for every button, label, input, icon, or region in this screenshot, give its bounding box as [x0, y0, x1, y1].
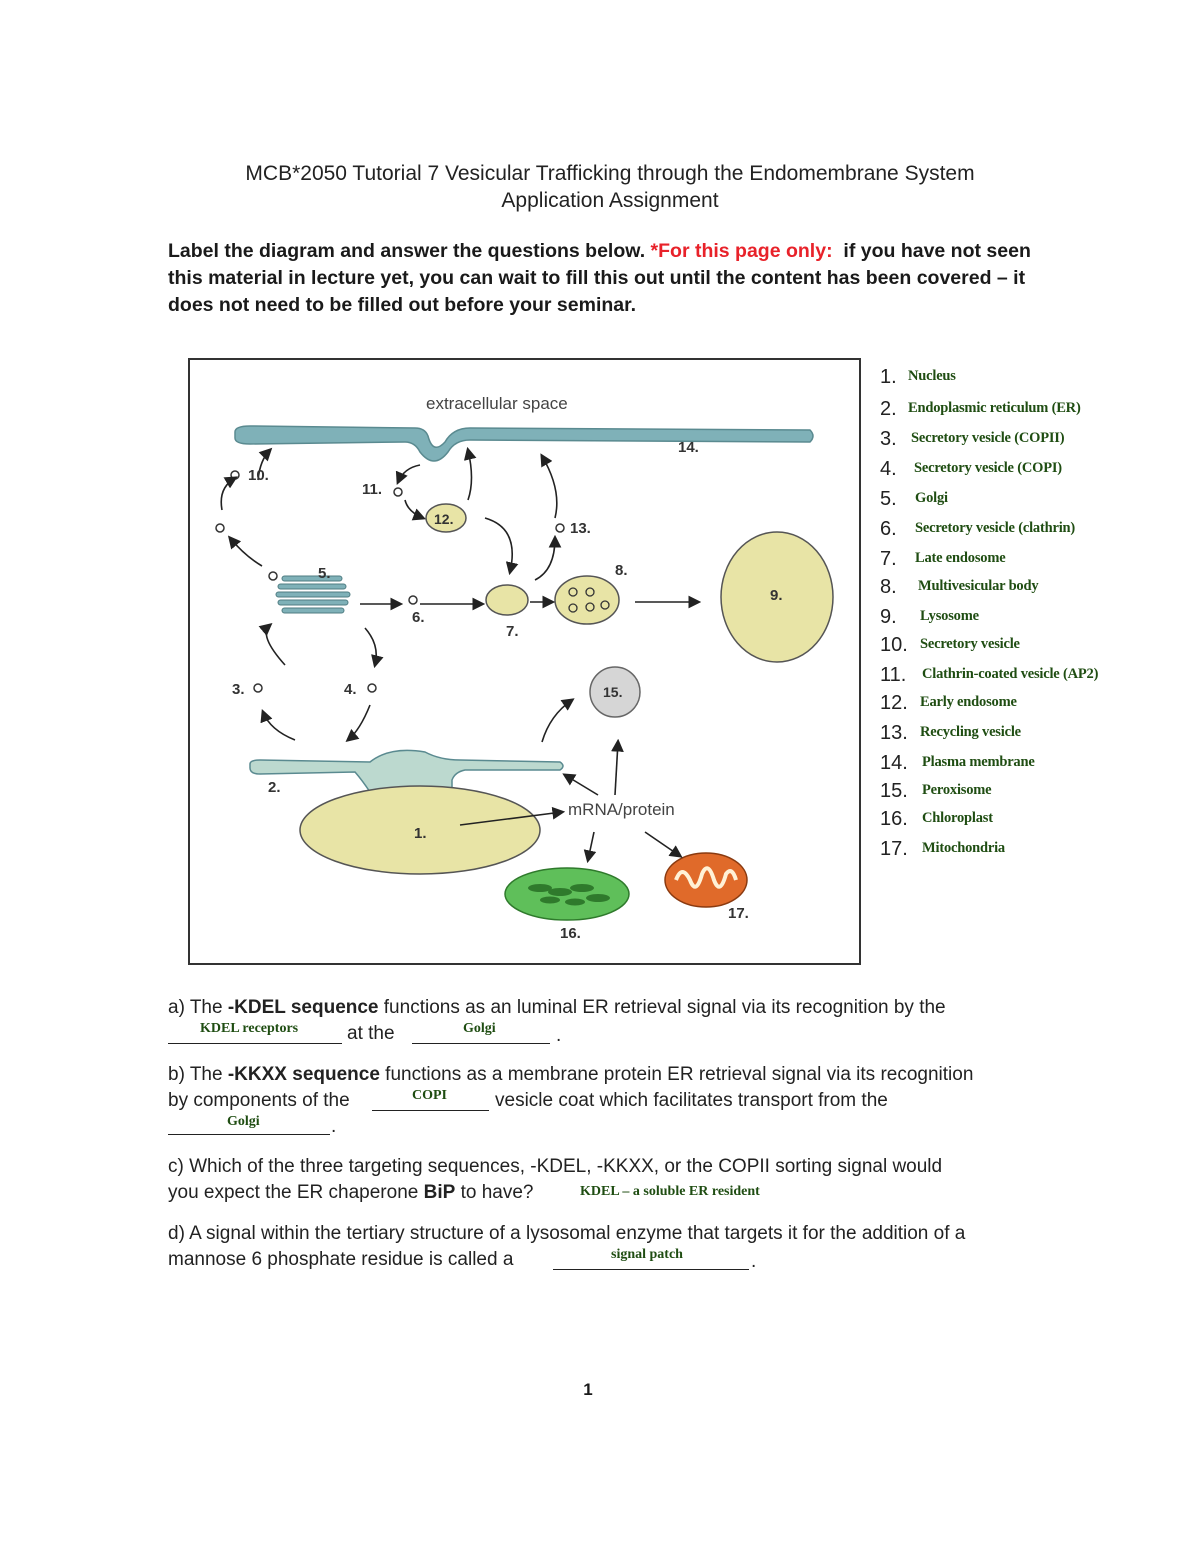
- answer-text: Secretory vesicle: [920, 636, 1020, 652]
- vesicle-13: [556, 524, 564, 532]
- label-14: 14.: [678, 439, 699, 456]
- label-3: 3.: [232, 681, 245, 698]
- answer-number: 13.: [880, 722, 908, 744]
- answer-number: 2.: [880, 398, 897, 420]
- page-title: MCB*2050 Tutorial 7 Vesicular Trafficking through the Endomembrane System: [245, 162, 975, 185]
- question-b-line2: by components of the: [168, 1090, 350, 1111]
- instructions-bold: Label the diagram and answer the questions below.: [168, 240, 646, 262]
- answer-row-1: [880, 366, 956, 394]
- question-c-line2: [168, 1180, 588, 1206]
- vesicle-6: [409, 596, 417, 604]
- question-c-text: you expect the ER chaperone: [168, 1182, 424, 1203]
- question-d-line2: mannose 6 phosphate residue is called a: [168, 1249, 514, 1270]
- answer-text: Nucleus: [908, 368, 956, 384]
- blank-b2[interactable]: [168, 1134, 330, 1135]
- answer-number: 5.: [880, 488, 897, 510]
- answer-text: Multivesicular body: [918, 578, 1039, 594]
- label-6: 6.: [412, 609, 425, 626]
- question-b-end: .: [331, 1116, 337, 1137]
- kdel-term: -KDEL sequence: [227, 997, 379, 1018]
- vesicle-3: [254, 684, 262, 692]
- label-9: 9.: [770, 587, 783, 604]
- answer-b2: Golgi: [227, 1114, 260, 1129]
- vesicle-10: [231, 471, 239, 479]
- label-12: 12.: [434, 511, 454, 527]
- question-a-text-2: functions as an luminal ER retrieval signal via its recognition by the: [378, 997, 946, 1018]
- answer-number: 14.: [880, 752, 908, 774]
- answer-text: Early endosome: [920, 694, 1017, 710]
- question-a: [168, 995, 1068, 1021]
- answer-row-17: [880, 838, 1005, 866]
- answer-number: 11.: [880, 664, 907, 686]
- question-c-text-2: to have?: [455, 1182, 534, 1203]
- answer-row-12: [880, 692, 1017, 720]
- page-number: 1: [583, 1380, 593, 1399]
- bip-term: BiP: [423, 1182, 456, 1203]
- answer-text: Lysosome: [920, 608, 979, 624]
- answer-c1: KDEL – a soluble ER resident: [580, 1184, 760, 1199]
- answer-row-6: [880, 518, 1076, 546]
- answer-row-11: [880, 664, 1099, 692]
- answer-number: 4.: [880, 458, 897, 480]
- blank-a2[interactable]: [412, 1043, 550, 1044]
- answer-text: Chloroplast: [922, 810, 993, 826]
- question-a-at: at the: [347, 1023, 395, 1044]
- label-17: 17.: [728, 905, 749, 922]
- answer-number: 17.: [880, 838, 908, 860]
- answer-row-2: [880, 398, 1081, 426]
- vesicle-4: [368, 684, 376, 692]
- vesicle-11: [394, 488, 402, 496]
- answer-number: 7.: [880, 548, 897, 570]
- answer-text: Late endosome: [915, 550, 1006, 566]
- answer-text: Plasma membrane: [922, 754, 1035, 770]
- answer-a1: KDEL receptors: [200, 1021, 299, 1036]
- answer-text: Mitochondria: [922, 840, 1005, 856]
- answer-text: Secretory vesicle (clathrin): [915, 520, 1076, 536]
- answer-number: 10.: [880, 634, 908, 656]
- blank-d1[interactable]: [553, 1269, 749, 1270]
- cell-diagram-svg: [190, 360, 863, 967]
- cell-diagram: [188, 358, 861, 965]
- answer-row-5: [880, 488, 948, 516]
- question-b-text-2: functions as a membrane protein ER retrieval signal via its recognition: [379, 1064, 974, 1085]
- question-d: d) A signal within the tertiary structure of a lysosomal enzyme that targets it for the addition of a: [168, 1223, 966, 1244]
- answer-b1: COPI: [412, 1088, 447, 1103]
- answer-number: 8.: [880, 576, 897, 598]
- instructions-red: *For this page only:: [650, 240, 833, 262]
- answer-row-7: [880, 548, 1006, 576]
- label-5: 5.: [318, 565, 331, 582]
- label-13: 13.: [570, 520, 591, 537]
- label-10: 10.: [248, 467, 269, 484]
- answer-number: 3.: [880, 428, 897, 450]
- mrna-label: mRNA/protein: [568, 800, 675, 819]
- answer-text: Secretory vesicle (COPI): [914, 460, 1062, 476]
- question-a-end: .: [556, 1025, 562, 1046]
- answer-a2: Golgi: [463, 1021, 496, 1036]
- label-4: 4.: [344, 681, 357, 698]
- blank-a1[interactable]: [168, 1043, 342, 1044]
- extracellular-label: extracellular space: [426, 394, 568, 413]
- page-subtitle: Application Assignment: [501, 189, 719, 212]
- label-2: 2.: [268, 779, 281, 796]
- answer-text: Endoplasmic reticulum (ER): [908, 400, 1081, 416]
- label-8: 8.: [615, 562, 628, 579]
- vesicle-5-side: [269, 572, 277, 580]
- answer-number: 9.: [880, 606, 897, 628]
- question-d-end: .: [751, 1251, 757, 1272]
- answer-number: 6.: [880, 518, 897, 540]
- golgi-shape: [276, 576, 350, 613]
- answer-number: 12.: [880, 692, 908, 714]
- answer-text: Recycling vesicle: [920, 724, 1021, 740]
- answer-row-10: [880, 634, 1020, 662]
- answer-row-3: [880, 428, 1065, 456]
- mvb-shape: [555, 576, 619, 624]
- instructions-bold-2: if you have not seen this material in lecture yet, you can wait to fill this out until the content has been covered – it does not need to be filled out before your seminar.: [168, 240, 1031, 316]
- answer-row-14: [880, 752, 1035, 780]
- answer-row-13: [880, 722, 1021, 750]
- question-b: [168, 1062, 1068, 1088]
- kkxx-term: -KKXX sequence: [227, 1064, 380, 1085]
- question-c: c) Which of the three targeting sequences, -KDEL, -KKXX, or the COPII sorting signal would: [168, 1156, 943, 1177]
- answer-row-8: [880, 576, 1039, 604]
- label-1: 1.: [414, 825, 427, 842]
- answer-row-15: [880, 780, 992, 808]
- answer-text: Golgi: [915, 490, 948, 506]
- answer-text: Clathrin-coated vesicle (AP2): [922, 666, 1099, 682]
- answer-number: 16.: [880, 808, 908, 830]
- plasma-membrane: [235, 426, 813, 461]
- label-16: 16.: [560, 925, 581, 942]
- question-a-text: a) The: [168, 997, 228, 1018]
- late-endosome-shape: [486, 585, 528, 615]
- answer-row-9: [880, 606, 979, 634]
- vesicle-10b: [216, 524, 224, 532]
- label-11: 11.: [362, 481, 383, 498]
- answer-row-16: [880, 808, 993, 836]
- answer-d1: signal patch: [611, 1247, 683, 1262]
- question-b-text: b) The: [168, 1064, 228, 1085]
- answer-row-4: [880, 458, 1062, 486]
- question-b-line2b: vesicle coat which facilitates transport from the: [495, 1090, 888, 1111]
- instructions: [168, 238, 1068, 319]
- label-15: 15.: [603, 684, 623, 700]
- blank-b1[interactable]: [372, 1110, 489, 1111]
- answer-number: 15.: [880, 780, 908, 802]
- answer-text: Peroxisome: [922, 782, 992, 798]
- label-7: 7.: [506, 623, 519, 640]
- answer-text: Secretory vesicle (COPII): [911, 430, 1065, 446]
- answer-number: 1.: [880, 366, 897, 388]
